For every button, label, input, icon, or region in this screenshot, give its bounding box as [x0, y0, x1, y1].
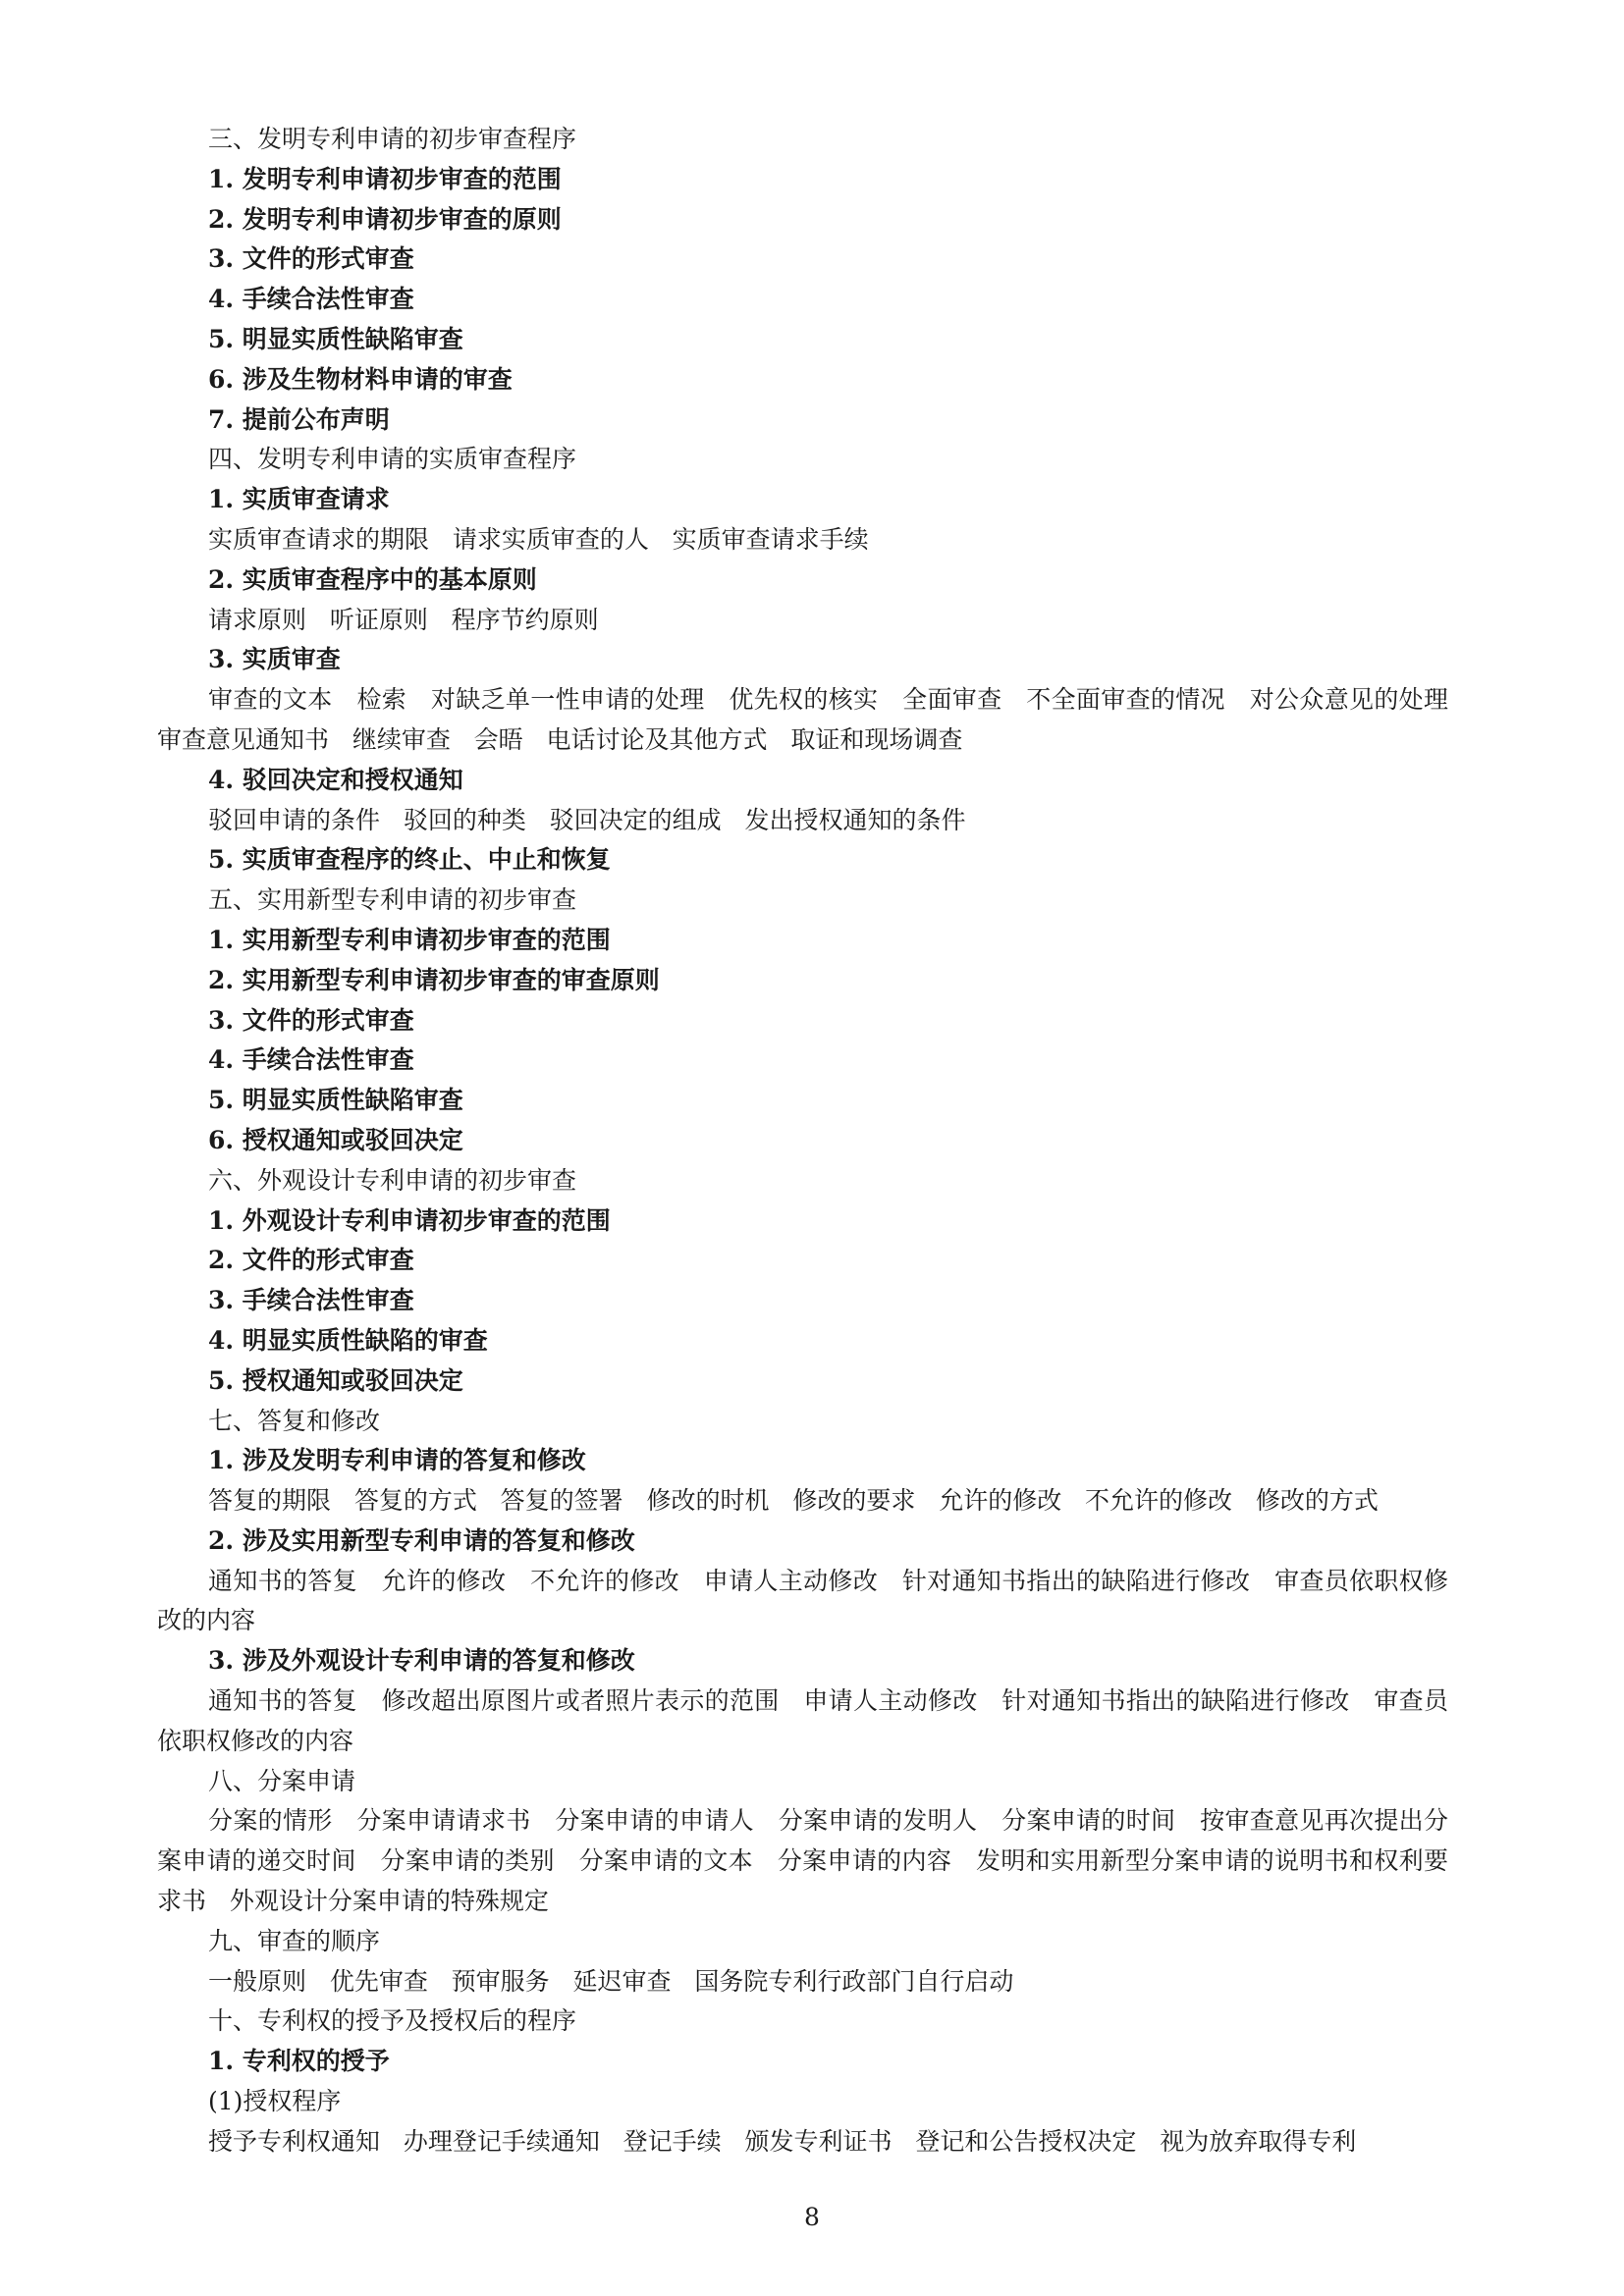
- subsection-heading: 3. 文件的形式审查: [208, 1005, 414, 1035]
- subsection-heading: 4. 驳回决定和授权通知: [208, 765, 463, 794]
- subsection-heading: 5. 授权通知或驳回决定: [208, 1365, 463, 1395]
- subsection-heading: 3. 手续合法性审查: [208, 1286, 414, 1315]
- subsection-heading: 1. 涉及发明专利申请的答复和修改: [208, 1446, 586, 1475]
- subsection-heading: 1. 专利权的授予: [208, 2047, 390, 2076]
- subsection-heading: 4. 手续合法性审查: [208, 285, 414, 314]
- subsection-heading: 5. 实质审查程序的终止、中止和恢复: [208, 845, 611, 875]
- subsection-heading: 6. 涉及生物材料申请的审查: [208, 364, 513, 394]
- body-paragraph: 请求原则 听证原则 程序节约原则: [208, 605, 599, 634]
- sub-subsection-heading: (1)授权程序: [208, 2087, 342, 2116]
- subsection-heading: 1. 发明专利申请初步审查的范围: [208, 164, 562, 193]
- subsection-heading: 7. 提前公布声明: [208, 404, 390, 434]
- section-heading: 三、发明专利申请的初步审查程序: [208, 125, 577, 153]
- subsection-heading: 5. 明显实质性缺陷审查: [208, 1086, 463, 1115]
- section-heading: 九、审查的顺序: [208, 1926, 381, 1955]
- subsection-heading: 2. 实质审查程序中的基本原则: [208, 564, 537, 594]
- subsection-heading: 2. 涉及实用新型专利申请的答复和修改: [208, 1525, 635, 1555]
- body-paragraph: 通知书的答复 允许的修改 不允许的修改 申请人主动修改 针对通知书指出的缺陷进行修改 审查员依职权修改的内容: [157, 1566, 1448, 1635]
- document-body: [157, 120, 1472, 2163]
- subsection-heading: 6. 授权通知或驳回决定: [208, 1125, 463, 1154]
- body-paragraph: 通知书的答复 修改超出原图片或者照片表示的范围 申请人主动修改 针对通知书指出的缺陷进行修改 审查员依职权修改的内容: [157, 1686, 1448, 1755]
- section-heading: 十、专利权的授予及授权后的程序: [208, 2006, 577, 2036]
- section-heading: 四、发明专利申请的实质审查程序: [208, 445, 577, 474]
- subsection-heading: 3. 涉及外观设计专利申请的答复和修改: [208, 1646, 635, 1676]
- body-paragraph: 答复的期限 答复的方式 答复的签署 修改的时机 修改的要求 允许的修改 不允许的修改 修改的方式: [208, 1486, 1379, 1516]
- body-paragraph: 授予专利权通知 办理登记手续通知 登记手续 颁发专利证书 登记和公告授权决定 视为放弃取得专利: [208, 2126, 1357, 2156]
- section-heading: 六、外观设计专利申请的初步审查: [208, 1165, 577, 1195]
- subsection-heading: 1. 实用新型专利申请初步审查的范围: [208, 925, 611, 954]
- subsection-heading: 5. 明显实质性缺陷审查: [208, 324, 463, 353]
- subsection-heading: 3. 实质审查: [208, 645, 341, 674]
- body-paragraph: 审查的文本 检索 对缺乏单一性申请的处理 优先权的核实 全面审查 不全面审查的情况 对公众意见的处理 审查意见通知书 继续审查 会晤 电话讨论及其他方式 取证和现场调查: [157, 685, 1472, 754]
- subsection-heading: 2. 发明专利申请初步审查的原则: [208, 204, 562, 234]
- body-paragraph: 驳回申请的条件 驳回的种类 驳回决定的组成 发出授权通知的条件: [208, 805, 966, 834]
- subsection-heading: 2. 文件的形式审查: [208, 1246, 414, 1275]
- subsection-heading: 4. 手续合法性审查: [208, 1045, 414, 1075]
- subsection-heading: 4. 明显实质性缺陷的审查: [208, 1325, 488, 1355]
- section-heading: 五、实用新型专利申请的初步审查: [208, 885, 577, 915]
- subsection-heading: 2. 实用新型专利申请初步审查的审查原则: [208, 965, 660, 994]
- body-paragraph: 分案的情形 分案申请请求书 分案申请的申请人 分案申请的发明人 分案申请的时间 按审查意见再次提出分案申请的递交时间 分案申请的类别 分案申请的文本 分案申请的内容 发明和实用新型分案申请的说明书和权利要求书 外观设计分案申请的特殊规定: [157, 1806, 1448, 1916]
- body-paragraph: 一般原则 优先审查 预审服务 延迟审查 国务院专利行政部门自行启动: [208, 1966, 1014, 1996]
- section-heading: 八、分案申请: [208, 1766, 356, 1795]
- section-heading: 七、答复和修改: [208, 1406, 381, 1435]
- subsection-heading: 1. 实质审查请求: [208, 485, 390, 514]
- subsection-heading: 1. 外观设计专利申请初步审查的范围: [208, 1205, 611, 1235]
- body-paragraph: 实质审查请求的期限 请求实质审查的人 实质审查请求手续: [208, 524, 869, 554]
- subsection-heading: 3. 文件的形式审查: [208, 244, 414, 274]
- page-number: 8: [804, 2203, 820, 2231]
